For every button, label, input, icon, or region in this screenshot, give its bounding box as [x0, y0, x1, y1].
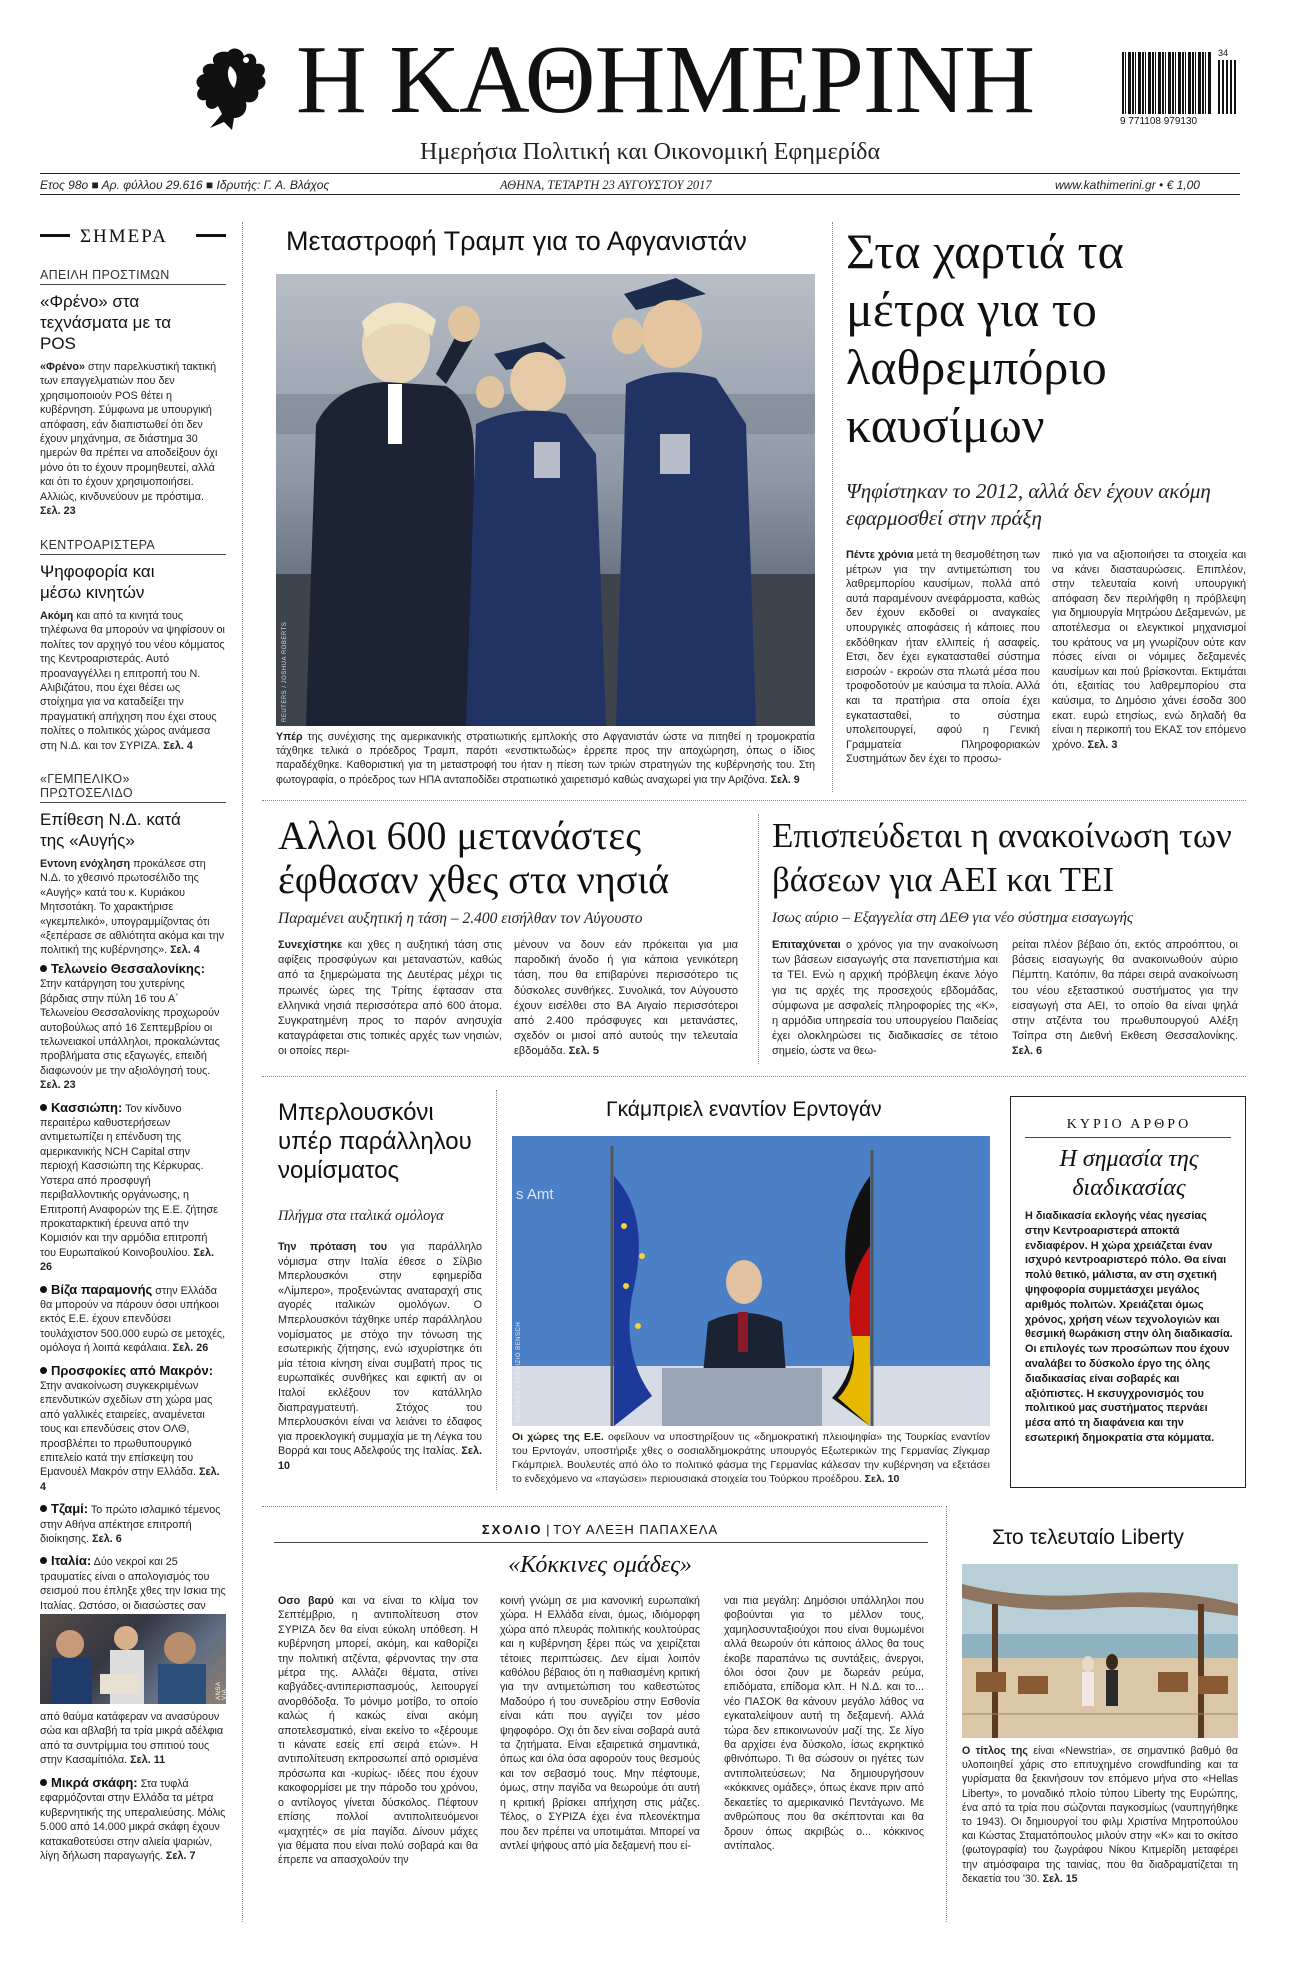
bullet-dot-icon — [40, 1367, 47, 1374]
site-price: www.kathimerini.gr • € 1,00 — [1055, 178, 1200, 192]
barcode-addon-number: 34 — [1218, 48, 1229, 58]
bullet-dot-icon — [40, 1779, 47, 1786]
page-ref[interactable]: Σελ. 4 — [163, 739, 193, 752]
page-ref[interactable]: Σελ. 5 — [568, 1045, 599, 1058]
page-ref[interactable]: Σελ. 10 — [864, 1473, 900, 1485]
section-text — [40, 857, 226, 958]
section-category: «ΓΕΜΠΕΛΙΚΟ» ΠΡΩΤΟΣΕΛΙΔΟ — [40, 772, 226, 803]
barcode-bars — [1122, 52, 1212, 114]
section-text — [40, 609, 226, 753]
liberty-caption: Ο τίτλος της είναι «Newstria», σε σημαντικό βαθμό θα υλοποιηθεί χάρις στο επιτυχημένο crowdfunding και τα γυρίσματα θα ξεκινήσουν τον επόμενο μήνα στο «Hellas Liberty», το μοναδικό πλοίο τύπου Liberty της Ευρώπης, ένα από τα τρία που σώζονται παγκοσμίως (ναυπηγήθηκε το 1943). Οι δημιουργοί του φιλμ Χριστίνα Μητροπούλου και Κώστας Σταματόπουλος μιλούν στην «Κ» και το σκίτσο (φωτογραφία) του ζωγράφου Νίκου Κιτμερίδη μεταφέρει την ατμόσφαιρα της ταινίας, που θα διαδραματίζεται τη δεκαετία του '30. Σελ. 15 — [962, 1745, 1238, 1885]
commentary-headline[interactable]: «Κόκκινες ομάδες» — [508, 1552, 692, 1578]
fuel-col-2: πικό για να αξιοποιήσει τα στοιχεία και να κάνει διασταυρώσεις. Επιπλέον, στην τελευταία κοινή υπουργική απόφαση δεν περιλήφθη η πρόβλεψη για δημιουργία Μητρώου Δεξαμενών, με αποτέλεσμα οι ελεγκτικοί μηχανισμοί του κράτους να μη γνωρίζουν ούτε καν πόσες είναι οι νόμιμες δεξαμενές καυσίμων και πού βρίσκονται. Εκτιμάται ότι, εξαιτίας του λαθρεμπορίου στα καύσιμα, το Δημόσιο χάνει έσοδα 300 εκατ. ευρώ ετησίως, ενώ δηλαδή θα είναι η περικοπή του ΕΚΑΣ τον επόμενο χρόνο. Σελ. 3 — [1052, 549, 1246, 751]
commentary-col-2: κοινή γνώμη σε μια κανονική ευρωπαϊκή χώρα. Η Ελλάδα είναι, όμως, ιδιόμορφη χώρα από πλευράς πολιτικής κουλτούρας και η κυβέρνηση ξέρει πώς να χειρίζεται τέτοιες περιπτώσεις. Δεν είμαι λοιπόν καθόλου βέβαιος ότι η παθιασμένη κριτική για την αντιμετώπιση του καθεστώτος Μαδούρο ή του συνεδρίου στην Εσθονία είναι κάτι που αγγίζει τον μέσο ψηφοφόρο. Οχι ότι δεν είναι σοβαρά αυτά τα ζητήματα. Είναι εξαιρετικά σημαντικά, όπως και όλα όσα αφορούν τους θεσμούς και τον σεβασμό τους. Μην πέφτουμε, όμως, στην παγίδα να θεωρούμε ότι αυτή η κριτική βρίσκει απήχηση στις μάζες. Τέλος, ο ΣΥΡΙΖΑ έχει ένα πλεονέκτημα που δεν πρέπει να υποτιμάται. Μπορεί να αντλεί ψήφους από μία δεξαμενή που εί- — [500, 1595, 700, 1852]
sidebar-title-rule-left — [40, 234, 70, 237]
commentary-col-1: Οσο βαρύ και να είναι το κλίμα τον Σεπτέμβριο, η αντιπολίτευση στον ΣΥΡΙΖΑ δεν θα είναι εύκολη υπόθεση. Η κυβέρνηση μπορεί, ακόμη, και καθορίζει την πολιτική ατζέντα, φέρνοντας την στα μέτρα της. Αλλάζει θέματα, στίνει καβγάδες-αντιπερισπασμούς, λειτουργεί ανορθόδοξα. Το μόνιμο μοτίβο, το οποίο καλώς ή κακώς είναι ακόμη αποτελεσματικό, είναι εκείνο το «ξέρουμε τι κάνατε εσείς επί σειρά ετών». Η αντιπολίτευση εκπροσωπεί από ορισμένα πρόσωπα και -κυρίως- ιδέες που έχουν κακοφορμίσει με την πάροδο του χρόνου, ο αντίλογος γίνεται δύσκολος. Πέφτουν επίσης πολλοί αντιπολιτευόμενοι «μαχητές» σε μία παγίδα. Δίνουν μάχες για θέματα που είναι πολύ σοβαρά και θα έπρεπε να απασχολούν την — [278, 1595, 478, 1867]
text: στην παρελκυστική τακτική των επαγγελματιών που δεν χρησιμοποιούν POS θέτει η κυβέρνηση. Σύμφωνα με υπουργική απόφαση, εάν διαπιστωθεί ότι δεν έχουν μηχάνημα, σε διάστημα 30 ημερών θα πρέπει να αποδείξουν όχι μόνο ότι το έχουν προμηθευτεί, αλλά και ότι το έχουν χρησιμοποιήσει. Αλλιώς, κινδυνεύουν με πρόστιμα. — [40, 361, 218, 503]
barcode — [1120, 50, 1240, 136]
bullet-item[interactable]: Ιταλία: Δύο νεκροί και 25 τραυματίες είναι ο απολογισμός του σεισμού που έπληξε χθες την Ισκια της Ιταλίας. Ωστόσο, οι διασώστες σαν — [40, 1553, 226, 1612]
bullet-item[interactable]: Κασσιώπη: Τον κίνδυνο περαιτέρω καθυστερήσεων αντιμετωπίζει η επένδυση της αμερικανικής NCH Capital στην περιοχή Κασσιώπη της Κέρκυρας. Υστερα από προσφυγή περιβαλλοντικής οργάνωσης, η Επιτροπή Αναφορών της Ε.Ε. ζήτησε προκαταρκτική έρευνα από την Κομισιόν και την αρμόδια επιτροπή του Ευρωπαϊκού Κοινοβουλίου. Σελ. 26 — [40, 1099, 218, 1274]
top-story — [262, 222, 822, 792]
rescue-scene-icon — [40, 1614, 226, 1704]
issue-number: Αρ. φύλλου 29.616 — [101, 178, 203, 192]
issue-info: Eτος 98ο ■ Αρ. φύλλου 29.616 ■ Ιδρυτής: Γ. Α. Βλάχος — [40, 178, 330, 192]
rescue-photo — [40, 1614, 234, 1704]
sidebar-title: ΣΗΜΕΡΑ — [80, 226, 168, 247]
universities-col-2: ρείται πλέον βέβαιο ότι, εκτός απροόπτου, οι βάσεις εισαγωγής θα ανακοινωθούν αύριο Πέμπτη. Κατόπιν, θα πάρει σειρά ανακοίνωση του νέου εξεταστικού συστήματος για την εισαγωγή στα ΑΕΙ, το οποίο θα είναι ψηλά στην ατζέντα του πρωθυπουργού Αλέξη Τσίπρα στη Διεθνή Εκθεση Θεσσαλονίκης. Σελ. 6 — [1012, 939, 1238, 1058]
sidebar-bullets — [40, 962, 226, 1613]
commentary — [262, 1512, 938, 1922]
gabriel-kicker[interactable]: Γκάμπριελ εναντίον Ερντογάν — [606, 1098, 882, 1121]
italy-continuation: από θαύμα κατάφεραν να ανασύρουν σώα και αβλαβή τα τρία μικρά αδέλφια από τα συντρίμμια του σπιτιού τους στην Κασαμίτιόλα. Σελ. 11 — [40, 1711, 224, 1767]
top-story-caption: Υπέρ της συνέχισης της αμερικανικής στρατιωτικής εμπλοκής στο Αφγανιστάν ώστε να πιτηθεί η τρομοκρατία τάχθηκε τελικά ο πρόεδρος Τραμπ, παρότι «ενστικτωδώς» έρρεπε προς την αποχώρηση, όπως ο ίδιος παραδέχθηκε. Καθοριστική για τη μεταστροφή του ήταν η πίεση των τριών στρατηγών της κυβέρνησής του. Στη φωτογραφία, ο πρόεδρος των ΗΠΑ ανταποδίδει στρατιωτικό χαιρετισμό καθώς αναχωρεί για την Αριζόνα. Σελ. 9 — [276, 731, 815, 786]
migrants-subhead: Παραμένει αυξητική η τάση – 2.400 εισήλθαν τον Αύγουστο — [278, 910, 643, 927]
gabriel-photo — [512, 1136, 990, 1426]
fuel-subhead: Ψηφίστηκαν το 2012, αλλά δεν έχουν ακόμη εφαρμοσθεί στην πράξη — [846, 479, 1211, 530]
backdrop-text: s Amt — [516, 1186, 554, 1203]
lead: Ακόμη — [40, 610, 74, 622]
photo-credit: REUTERS / JOSHUA ROBERTS — [282, 621, 288, 722]
commentary-col-3: ναι πια μεγάλη: Δημόσιοι υπάλληλοι που φοβούνται για το μέλλον τους, χαμηλοσυνταξιούχοι που είναι θυμωμένοι αλλά θεωρούν ότι κάποιος άλλος θα τους έκοβε παραπάνω τις συντάξεις, άνεργοι, όλοι όσοι ζουν με δωρεάν ρεύμα, επιδόματα, επίδομα κλπ. Η Ν.Δ. και το... νέο ΠΑΣΟΚ θα κάνουν μεγάλο λάθος να εγκαταλείψουν αυτή τη δεξαμενή. Αλλά τώρα δεν επικοινωνούν μαζί της. Σε λίγο θα αρχίσει ένα δύσκολο, ίσως εκρηκτικό φθινόπωρο. Τι θα σώσουν οι ηγέτες των αντιπολιτεύσεων; Να δημιουργήσουν «κόκκινες ομάδες», όπως έκανε πριν από δεκαετίες το αμερικανικό Πεντάγωνο. Με ανθρώπους που θα σκέπτονται και θα δρουν όπως ακριβώς ο... κόκκινος αντίπαλος. — [724, 1595, 924, 1852]
berlusconi-text: Την πρόταση του για παράλληλο νόμισμα στην Ιταλία έθεσε ο Σίλβιο Μπερλουσκόνι στην εφημερίδα «Λίμπερο», προξενώντας αναταραχή στις αγορές ιταλικών ομολόγων. Ο Μπερλουσκόνι τάχθηκε υπέρ παράλληλου νομίσματος με στόχο την τόνωση της εσωτερικής ζήτησης, ενώ ισχυρίστηκε ότι μία τέτοια κίνηση είναι συμβατή προς τις ευρωπαϊκές συνθήκες και εφικτή αν οι Ιταλοί εκλέξουν τον κατάλληλο διαπραγματευτή. Στόχος του Μπερλουσκόνι είναι να λειάνει το έδαφος για προεκλογική συμμαχία με τη Λέγκα του Βορρά και τους Αδελφούς της Ιταλίας. Σελ. 10 — [278, 1241, 482, 1472]
fuel-col-1: Πέντε χρόνια μετά τη θεσμοθέτηση των μέτρων για την αντιμετώπιση του λαθρεμπορίου καυσίμων, πολλά από αυτά παραμένουν ανεφάρμοστα, καθώς δεν έχουν εκδοθεί οι αναγκαίες υπουργικές αποφάσεις ή κάποιες που εκδόθηκαν ήταν ελλιπείς ή ασαφείς. Ετσι, δεν έχει εγκατασταθεί σύστημα εισροών - εκροών στα πλωτά μέσα που τροφοδοτούν με καύσιμα τα πλοία. Αλλά και τα πρατήρια στα οποία έχει εγκατασταθεί, το σύστημα υπολειτουργεί, αφού η Γενική Γραμματεία Πληροφοριακών Συστημάτων δεν έχει το προσω- — [846, 549, 1040, 766]
berlusconi-subhead: Πλήγμα στα ιταλικά ομόλογα — [278, 1208, 444, 1224]
barcode-addon-bars — [1218, 60, 1236, 114]
page-ref[interactable]: Σελ. 6 — [1012, 1045, 1043, 1058]
sidebar-section-pos — [40, 268, 226, 518]
universities-headline[interactable]: Επισπεύδεται η ανακοίνωση των βάσεων για ΑΕΙ και ΤΕΙ — [772, 816, 1232, 899]
editorial-label: ΚΥΡΙΟ ΑΡΘΡΟ — [1066, 1117, 1192, 1132]
text: προκάλεσε στη Ν.Δ. το χθεσινό πρωτοσέλιδο της «Αυγής» κατά του κ. Κυριάκου Μητσοτάκη. Το χαρακτήρισε «γκεμπελικό», υπογραμμίζοντας ότι «ξεπέρασε σε αθλιότητα ακόμα και την πολιτική της κυβέρνησης». — [40, 858, 225, 957]
migrants-col-2: μένουν να δουν εάν πρόκειται για μια παροδική άνοδο ή για κάποια γενικότερη τάση, που θα επιβαρύνει περισσότερο τις δύσκολες συνθήκες. Συνολικά, τον Αύγουστο έχουν εισέλθει στο ΒΑ Αιγαίο περισσότεροι από 2.400 πρόσφυγες και μετανάστες, σχεδόν οι μισοί από αυτούς την τελευταία εβδομάδα. Σελ. 5 — [514, 939, 738, 1058]
section-headline[interactable]: «Φρένο» στα τεχνάσματα με τα POS — [40, 292, 172, 353]
section-headline[interactable]: Ψηφοφορία και μέσω κινητών — [40, 562, 155, 602]
migrants-col-1: Συνεχίστηκε και χθες η αυξητική τάση στις αφίξεις προσφύγων και μεταναστών, καθώς από τα ξημερώματα της Δευτέρας μέχρι τις πρωινές ώρες της Τρίτης έφτασαν στα ελληνικά νησιά περισσότερα από 600 άτομα. Συγκρατημένη προς το παρόν ανησυχία καταγράφεται στις τοπικές αρχές των νησιών, οι οποίες περι- — [278, 939, 502, 1058]
fuel-story — [846, 222, 1246, 792]
bullet-item[interactable]: Βίζα παραμονής στην Ελλάδα θα μπορούν να πάρουν όσοι υπήκοοι εκτός Ε.Ε. έχουν επενδύσει τουλάχιστον 500.000 ευρώ σε μετοχές, ομόλογα ή λοιπά κεφάλαια. Σελ. 26 — [40, 1281, 226, 1355]
issue-year: Eτος 98ο — [40, 178, 89, 192]
bullet-item[interactable]: Προσφοκίες από Μακρόν: Στην ανακοίνωση συγκεκριμένων επενδυτικών σχεδίων στη χώρα μας από γαλλικές εταιρείες, αναμένεται τους και επενδύσεις στον ΟΛΘ, προσβλέπει το πρωθυπουργικό επιτελείο κατά την επίσκεψη του Εμανουέλ Μακρόν στην Ελλάδα. Σελ. 4 — [40, 1362, 220, 1493]
bullet-dot-icon — [40, 965, 47, 972]
sidebar-section-avgi — [40, 772, 226, 958]
universities-col-1: Επιταχύνεται ο χρόνος για την ανακοίνωση των βάσεων εισαγωγής στα πανεπιστήμια και τα ΤΕΙ. Ενώ η αρχική πρόβλεψη έκανε λόγο για τις αρχές της προσεχούς εβδομάδας, σύμφωνα με ασφαλείς πληροφορίες της «Κ», η αρμόδια υπηρεσία του υπουργείου Παιδείας έχει ολοκληρώσει τις διαδικασίες σε τέτοιο σημείο, ώστε να θεω- — [772, 939, 998, 1058]
migrants-headline[interactable]: Αλλοι 600 μετανάστες έφθασαν χθες στα νησιά — [278, 813, 670, 902]
liberty-story — [962, 1512, 1246, 1922]
trump-salute-photo — [276, 274, 815, 726]
price: € 1,00 — [1166, 178, 1200, 192]
bullet-item[interactable]: Μικρά σκάφη: Στα τυφλά εφαρμόζονται στην Ελλάδα τα μέτρα κυβερνητικής της υπεραλιεύσης. Μόλις 5.000 από 14.000 μικρά σκάφη έχουν κατακαθοτεύσει στην αλιεία ψαριών, λίγη δήλωση παραγωγής. Σελ. 7 — [40, 1775, 226, 1863]
top-story-kicker[interactable]: Μεταστροφή Τραμπ για το Αφγανιστάν — [286, 226, 747, 256]
sidebar — [40, 222, 234, 1922]
salute-scene-icon — [276, 274, 815, 726]
newspaper-title: Η ΚΑΘΗΜΕΡΙΝΗ — [296, 26, 1035, 134]
website-link[interactable]: www.kathimerini.gr — [1055, 178, 1156, 192]
phoenix-logo-icon — [188, 42, 274, 132]
section-headline[interactable]: Επίθεση Ν.Δ. κατά της «Αυγής» — [40, 810, 181, 850]
page-ref[interactable]: Σελ. 3 — [1087, 738, 1118, 751]
fuel-headline[interactable]: Στα χαρτιά τα μέτρα για το λαθρεμπόριο καυσίμων — [846, 223, 1124, 453]
bullet-item[interactable]: Τζαμί: Το πρώτο ισλαμικό τέμενος στην Αθήνα απέκτησε επιτροπή διοίκησης. Σελ. 6 — [40, 1501, 221, 1546]
gabriel-caption: Οι χώρες της Ε.Ε. οφείλουν να υποστηρίξουν τις «δημοκρατική πλειοψηφία» της Τουρκίας εναντίον του Ερντογάν, υποστήριξε χθες ο σοσιαλδημοκράτης υπουργός Εξωτερικών της Γερμανίας Ζίγκμαρ Γκάμπριελ. Βουλευτές από όλο το πολιτικό φάσμα της Γερμανίας κάλεσαν την κυβέρνηση να εξετάσει το ενδεχόμενο να «παγώσει» περιουσιακά στοιχεία του Τούρκου προέδρου. Σελ. 10 — [512, 1431, 990, 1485]
liberty-sketch-image — [962, 1564, 1238, 1738]
masthead — [0, 0, 1309, 200]
page-ref[interactable]: Σελ. 4 — [170, 944, 200, 957]
sidebar-title-rule-right — [196, 234, 226, 237]
berlusconi-headline[interactable]: Μπερλουσκόνι υπέρ παράλληλου νομίσματος — [278, 1099, 472, 1184]
page-ref[interactable]: Σελ. 9 — [770, 773, 800, 786]
text: και από τα κινητά τους τηλέφωνα θα μπορούν να ψηφίσουν οι πολίτες τον αρχηγό του νέου κόμματος της Κεντροαριστεράς. Αυτό προαναγγέλλει η επιτροπή του Ν. Αλιβιζάτου, που έχει θέσει ως στοίχημα για να καταδείξει την πραγματική απήχηση που έχει στους πολίτες ο πολιτικός χώρος ανάμεσα στη Ν.Δ. και τον ΣΥΡΙΖΑ. — [40, 610, 225, 752]
editorial-headline[interactable]: Η σημασία της διαδικασίας — [1059, 1146, 1199, 1201]
section-text — [40, 360, 226, 518]
barcode-number: 9 771108 979130 — [1120, 116, 1198, 127]
universities-story — [772, 814, 1246, 1064]
berlusconi-story — [278, 1098, 482, 1498]
commentary-label: ΣΧΟΛΙΟ — [481, 1522, 543, 1537]
section-category: ΚΕΝΤΡΟΑΡΙΣΤΕΡΑ — [40, 538, 226, 555]
lead: «Φρένο» — [40, 361, 86, 373]
commentary-author: ΤΟΥ ΑΛΕΞΗ ΠΑΠΑΧΕΛΑ — [553, 1522, 719, 1537]
gabriel-story — [512, 1094, 1002, 1494]
editorial-text: Η διαδικασία εκλογής νέας ηγεσίας στην Κεντροαριστερά αποκτά ενδιαφέρον. Η χώρα χρειάζεται έναν ισχυρό κεντροαριστερό πόλο. Θα είναι πολύ θετικό, μάλιστα, αν στη σχετική ψηφοφορία συμμετάσχει μεγάλος αριθμός πολιτών. Χρειάζεται όμως χρόνος, χρήση νέων τεχνολογιών και θεσμική θωράκιση στην όλη διαδικασία. Οι επιλογές των προσώπων που έχουν αναλάβει το δύσκολο έργο της όλης διαδικασίας είναι σοβαρές και αξιόπιστες. Η εκσυγχρονισμός του πολιτικού μας συστήματος περνάει μέσα από τη διαφάνεια και την εσωτερική δημοκρατία στα κόμματα. — [1025, 1210, 1233, 1444]
liberty-kicker[interactable]: Στο τελευταίο Liberty — [992, 1526, 1184, 1549]
bullet-dot-icon — [40, 1104, 47, 1111]
issue-founder: Ιδρυτής: Γ. Α. Βλάχος — [216, 178, 330, 192]
editorial-box — [1010, 1096, 1246, 1488]
universities-subhead: Ισως αύριο – Εξαγγελία στη ΔΕΘ για νέο σύστημα εισαγωγής — [772, 910, 1133, 926]
photo-credit: REUTERS / FABRIZIO BENSCH — [516, 1321, 522, 1422]
bullet-dot-icon — [40, 1557, 47, 1564]
bullet-dot-icon — [40, 1286, 47, 1293]
sidebar-section-center-left — [40, 538, 226, 753]
newspaper-subtitle: Ημερήσια Πολιτική και Οικονομική Εφημερίδα — [420, 139, 881, 165]
photo-credit: ANSA VIA AP — [216, 1681, 234, 1700]
commentary-byline: ΣΧΟΛΙΟ | ΤΟΥ ΑΛΕΞΗ ΠΑΠΑΧΕΛΑ — [481, 1522, 719, 1537]
lead: Εντονη ενόχληση — [40, 858, 131, 870]
press-conference-scene-icon — [512, 1136, 990, 1426]
dateline: ΑΘΗΝΑ, ΤΕΤΑΡΤΗ 23 ΑΥΓΟΥΣΤΟΥ 2017 — [500, 178, 712, 192]
page-ref[interactable]: Σελ. 10 — [278, 1445, 482, 1472]
page-ref[interactable]: Σελ. 15 — [1042, 1872, 1078, 1885]
section-category: ΑΠΕΙΛΗ ΠΡΟΣΤΙΜΩΝ — [40, 268, 226, 285]
ship-deck-sketch-icon — [962, 1564, 1238, 1738]
bullet-item[interactable]: Τελωνείο Θεσσαλονίκης: Στην κατάργηση του χυτερίνης βάρδιας στην πύλη 16 του Α΄ Τελωνείου Θεσσαλονίκης προχωρούν αυτοβούλως από 16 Σεπτεμβρίου οι τελωνειακοί υπάλληλοι, προκαλώντας προβλήματα στις εξαγωγές, επειδή διαφωνούν με την αξιολόγησή τους. Σελ. 23 — [40, 961, 220, 1092]
migrants-story — [278, 814, 758, 1064]
page-ref[interactable]: Σελ. 23 — [40, 505, 76, 518]
bullet-dot-icon — [40, 1505, 47, 1512]
